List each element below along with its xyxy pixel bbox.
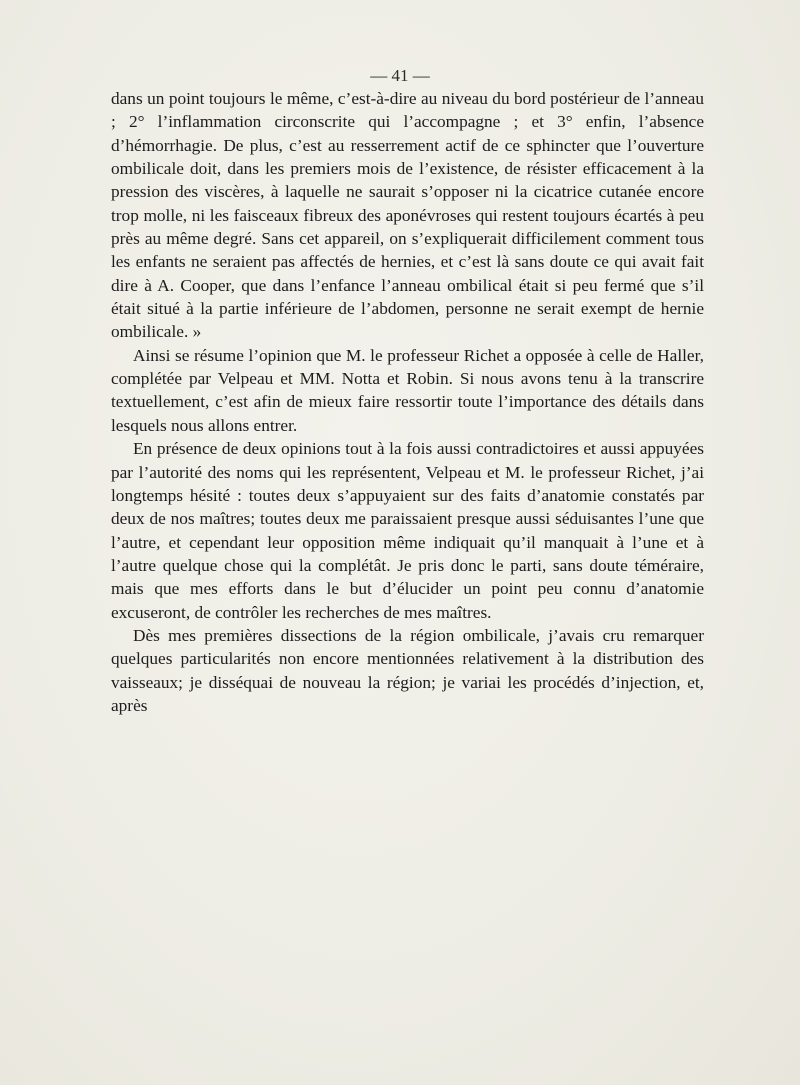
paragraph-continuation: dans un point toujours le même, c’est-à-dire au niveau du bord postérieur de l’anneau ; 2° l’inflammation circonscrite qui l’accompagne ; et 3° enfin, l’absence d’hémorrhagie. De plus, c’est au resserrement actif de ce sphincter que l’ouverture ombilicale doit, dans les premiers mois de l’existence, de résister efficacement à la pression des viscères, à laquelle ne saurait s’opposer ni la cicatrice cutanée encore trop molle, ni les faisceaux fibreux des aponévroses qui restent toujours écartés à peu près au même degré. Sans cet appareil, on s’expliquerait difficilement comment tous les enfants ne seraient pas affectés de hernies, et c’est là sans doute ce qui avait fait dire à A. Cooper, que dans l’enfance l’anneau ombilical était si peu fermé que s’il était situé à la partie inférieure de l’abdomen, personne ne serait exempt de hernie ombilicale. » xyxy=(111,89,704,342)
paragraph-richet-opinion: Ainsi se résume l’opinion que M. le professeur Richet a opposée à celle de Haller, complétée par Velpeau et MM. Notta et Robin. Si nous avons tenu à la transcrire textuellement, c’est afin de mieux faire ressortir toute l’importance des détails dans lesquels nous allons entrer. xyxy=(111,345,704,435)
body-text xyxy=(111,87,704,717)
paragraph-two-opinions: En présence de deux opinions tout à la fois aussi contradictoires et aussi appuyées par l’autorité des noms qui les représentent, Velpeau et M. le professeur Richet, j’ai longtemps hésité : toutes deux s’appuyaient sur des faits d’anatomie constatés par deux de nos maîtres; toutes deux me paraissaient presque aussi séduisantes l’une que l’autre, et cependant leur opposition même indiquait qu’il manquait à l’une et à l’autre quelque chose qui la complétât. Je pris donc le parti, sans doute téméraire, mais que mes efforts dans le but d’élucider un point peu connu d’anatomie excuseront, de contrôler les recherches de mes maîtres. xyxy=(111,439,704,622)
paragraph-dissections: Dès mes premières dissections de la région ombilicale, j’avais cru remarquer quelques particularités non encore mentionnées relativement à la distribution des vaisseaux; je disséquai de nouveau la région; je variai les procédés d’injection, et, après xyxy=(111,625,704,715)
page-number: — 41 — xyxy=(370,66,430,85)
